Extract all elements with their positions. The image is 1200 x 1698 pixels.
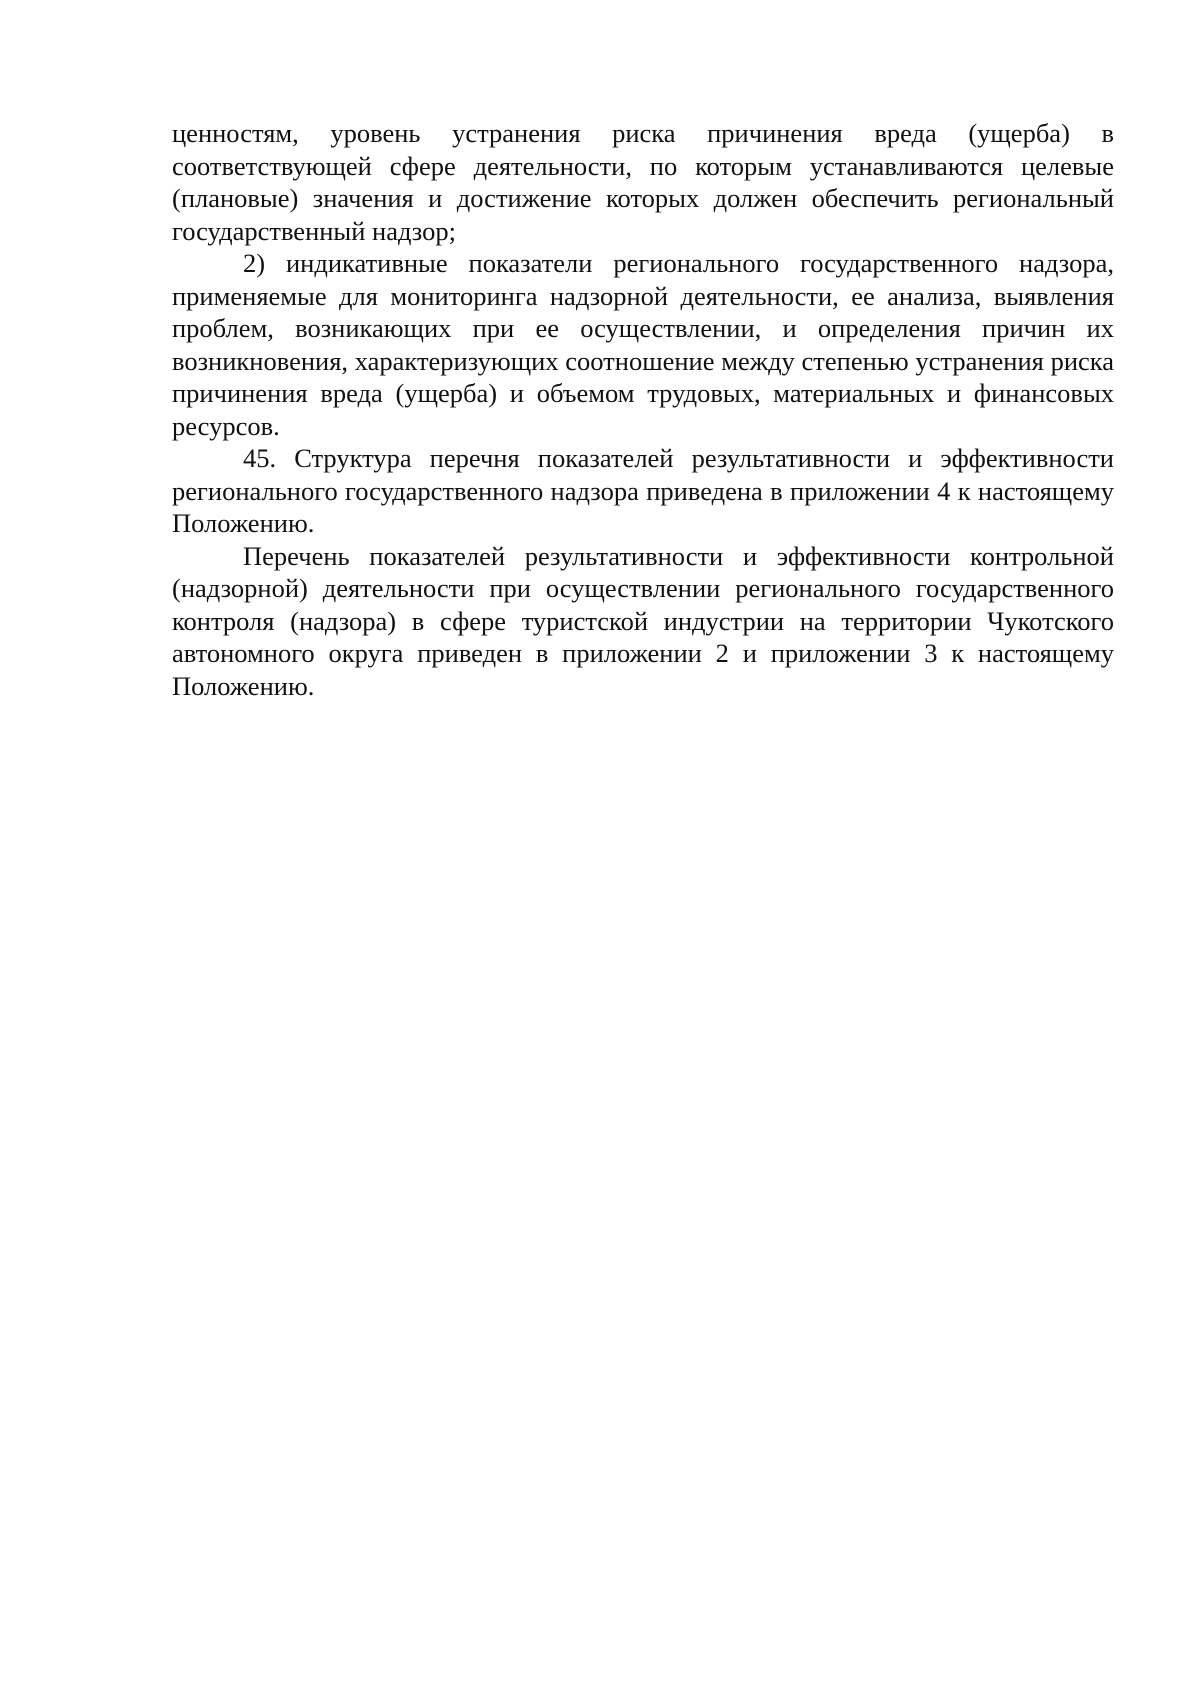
paragraph-indicator-list: Перечень показателей результативности и эффективности контрольной (надзорной) деятельности при осуществлении регионального государственного контроля (надзора) в сфере туристской индустрии на территории Чукотского автономного округа приведен в приложении 2 и приложении 3 к настоящему Положению.: [172, 540, 1114, 701]
paragraph-45: 45. Структура перечня показателей результативности и эффективности регионального государственного надзора приведена в приложении 4 к настоящему Положению.: [172, 443, 1114, 538]
paragraph-continuation: ценностям, уровень устранения риска причинения вреда (ущерба) в соответствующей сфере деятельности, по которым устанавливаются целевые (плановые) значения и достижение которых должен обеспечить региональный государственный надзор;: [172, 118, 1114, 246]
document-body: [172, 117, 1114, 702]
paragraph-item-2: 2) индикативные показатели регионального государственного надзора, применяемые для мониторинга надзорной деятельности, ее анализа, выявления проблем, возникающих при ее осуществлении, и определения причин их возникновения, характеризующих соотношение между степенью устранения риска причинения вреда (ущерба) и объемом трудовых, материальных и финансовых ресурсов.: [172, 248, 1114, 441]
